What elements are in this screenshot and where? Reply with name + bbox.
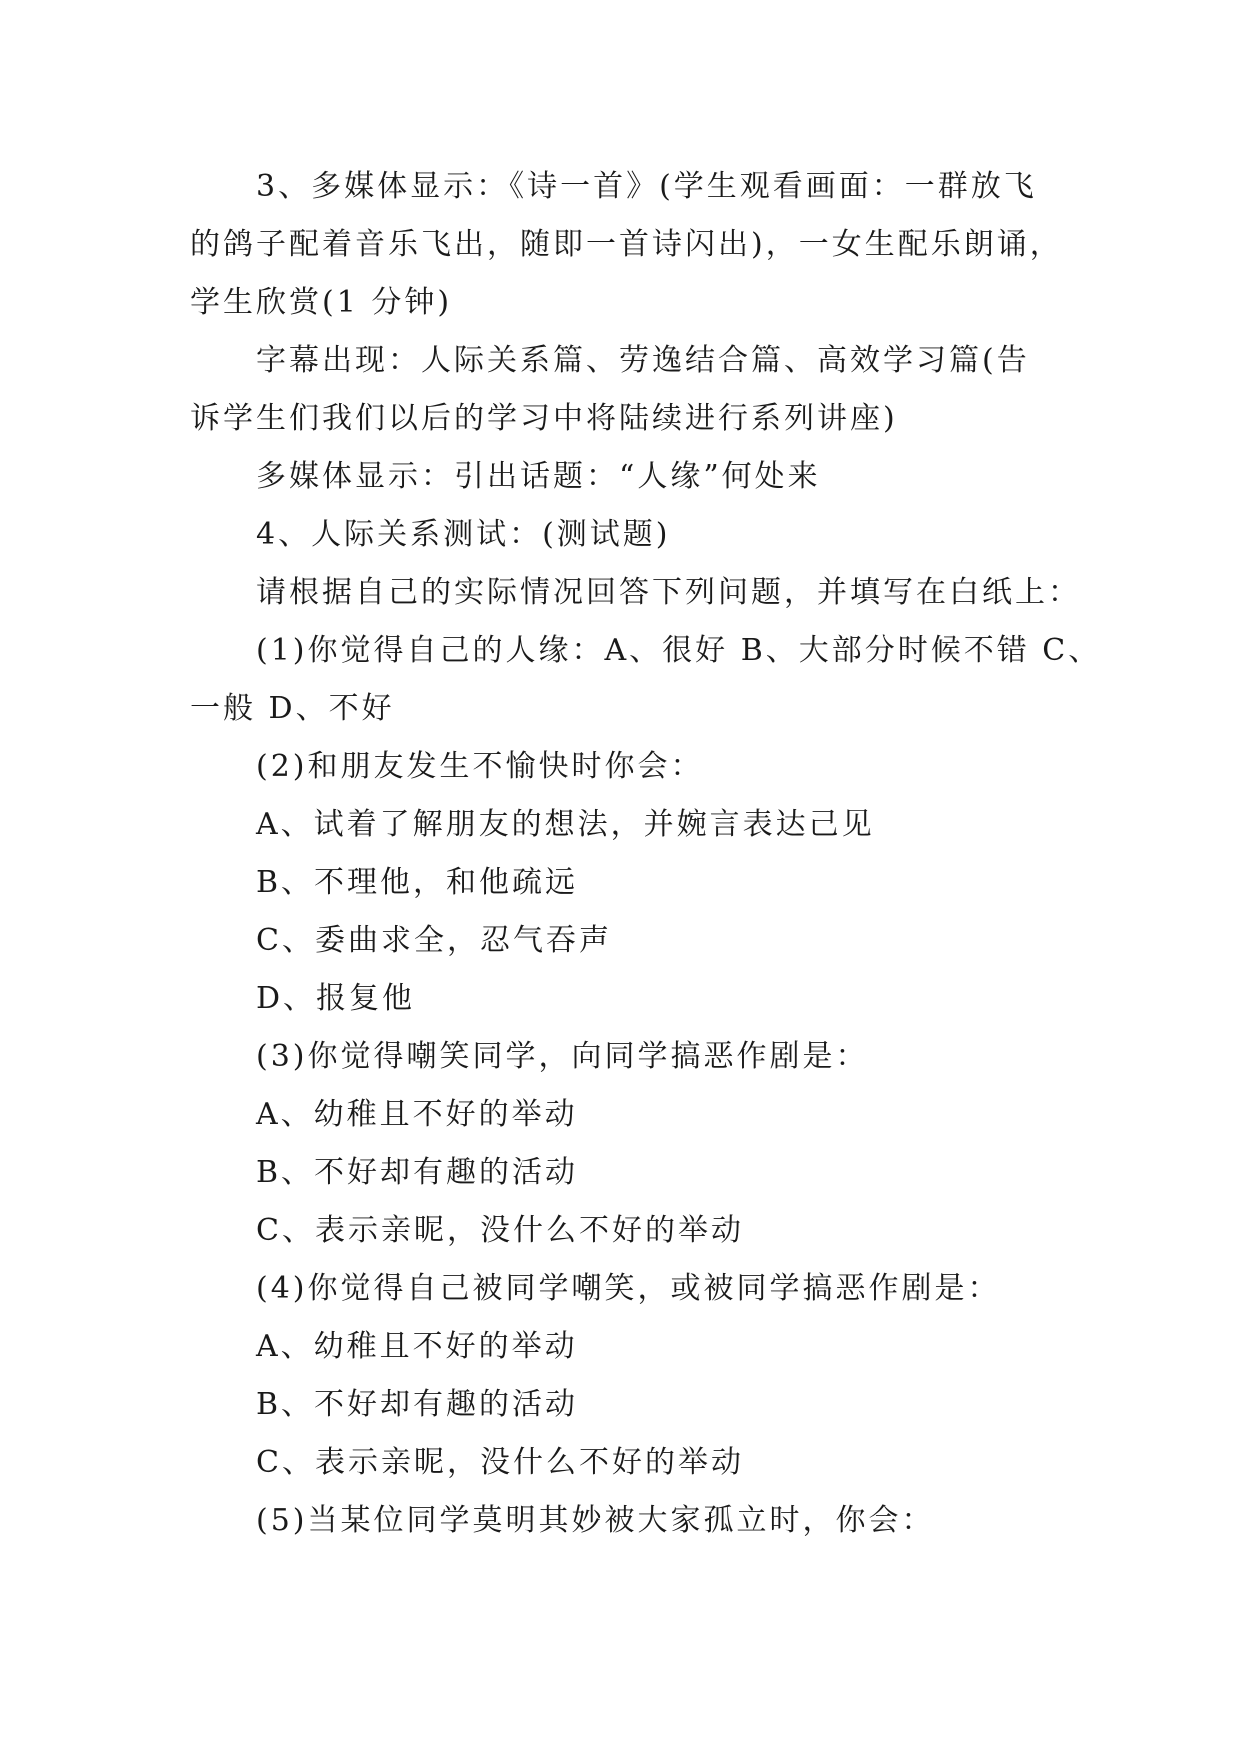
option-c: C、委曲求全，忍气吞声 xyxy=(256,923,612,958)
question-4: (4)你觉得自己被同学嘲笑，或被同学搞恶作剧是： xyxy=(256,1271,1001,1306)
document-body xyxy=(190,158,1102,1550)
section-heading: 4、人际关系测试：(测试题) xyxy=(256,517,671,552)
option-c: C、表示亲昵，没什么不好的举动 xyxy=(256,1445,744,1480)
option-d: D、报复他 xyxy=(256,981,416,1016)
text-line: 3、多媒体显示：《诗一首》(学生观看画面：一群放飞 xyxy=(256,169,1037,204)
text-line: 学生欣赏(1 分钟) xyxy=(190,285,453,320)
option-b: B、不理他，和他疏远 xyxy=(256,865,579,900)
question-1: (1)你觉得自己的人缘：A、很好 B、大部分时候不错 C、 xyxy=(256,633,1102,668)
option-a: A、试着了解朋友的想法，并婉言表达己见 xyxy=(256,807,875,842)
option-a: A、幼稚且不好的举动 xyxy=(256,1097,578,1132)
option-c: C、表示亲昵，没什么不好的举动 xyxy=(256,1213,744,1248)
question-1-continuation: 一般 D、不好 xyxy=(190,691,395,726)
option-b: B、不好却有趣的活动 xyxy=(256,1155,579,1190)
text-line: 字幕出现：人际关系篇、劳逸结合篇、高效学习篇(告 xyxy=(256,343,1030,378)
question-5: (5)当某位同学莫明其妙被大家孤立时，你会： xyxy=(256,1503,935,1538)
text-line: 的鸽子配着音乐飞出，随即一首诗闪出)，一女生配乐朗诵， xyxy=(190,227,1063,262)
text-line: 请根据自己的实际情况回答下列问题，并填写在白纸上： xyxy=(256,575,1081,610)
text-line: 诉学生们我们以后的学习中将陆续进行系列讲座) xyxy=(190,401,898,436)
text-line: 多媒体显示：引出话题：“人缘”何处来 xyxy=(256,459,821,494)
option-b: B、不好却有趣的活动 xyxy=(256,1387,579,1422)
question-3: (3)你觉得嘲笑同学，向同学搞恶作剧是： xyxy=(256,1039,869,1074)
option-a: A、幼稚且不好的举动 xyxy=(256,1329,578,1364)
question-2: (2)和朋友发生不愉快时你会： xyxy=(256,749,704,784)
